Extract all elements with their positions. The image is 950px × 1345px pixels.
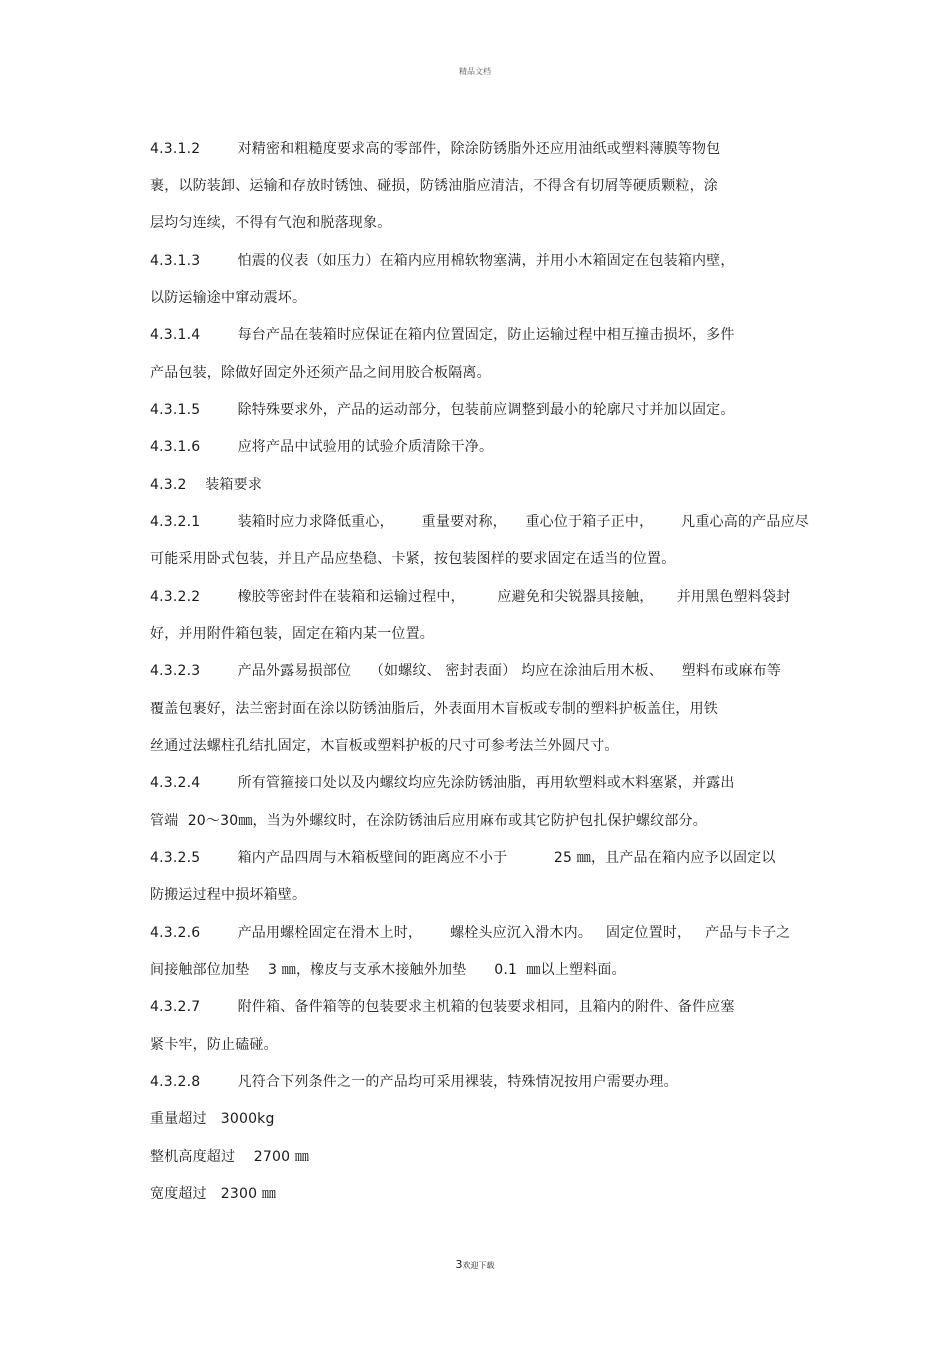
text-line: 4.3.2.5 箱内产品四周与木箱板壁间的距离应不小于 25 ㎜，且产品在箱内应予以固定以 (150, 850, 776, 866)
text-line: 覆盖包裹好，法兰密封面在涂以防锈油脂后，外表面用木盲板或专制的塑料护板盖住，用铁 (150, 701, 718, 717)
page-number: 3 (455, 1258, 463, 1271)
text-line: 紧卡牢，防止磕碰。 (150, 1037, 278, 1053)
text-line: 4.3.2.4 所有管箍接口处以及内螺纹均应先涂防锈油脂，再用软塑料或木料塞紧，并露出 (150, 775, 735, 791)
footer-text: 欢迎下载 (462, 1261, 495, 1270)
text-line: 4.3.2.3 产品外露易损部位 （如螺纹、 密封表面） 均应在涂油后用木板、 塑料布或麻布等 (150, 663, 782, 679)
text-line: 4.3.1.4 每台产品在装箱时应保证在箱内位置固定，防止运输过程中相互撞击损坏，多件 (150, 327, 735, 343)
page-header: 精品文档 (459, 67, 491, 76)
text-line: 4.3.2.1 装箱时应力求降低重心， 重量要对称， 重心位于箱子正中， 凡重心高的产品应尽 (150, 514, 809, 530)
text-line: 4.3.1.3 怕震的仪表（如压力）在箱内应用棉软物塞满，并用小木箱固定在包装箱内壁， (150, 253, 735, 269)
text-line: 丝通过法螺柱孔结扎固定，木盲板或塑料护板的尺寸可参考法兰外圆尺寸。 (150, 738, 619, 754)
page-footer (0, 1258, 950, 1271)
text-line: 可能采用卧式包装，并且产品应垫稳、卡紧，按包装图样的要求固定在适当的位置。 (150, 551, 676, 567)
text-line: 好，并用附件箱包装，固定在箱内某一位置。 (150, 626, 434, 642)
text-line: 整机高度超过 2700 ㎜ (150, 1149, 310, 1165)
text-line: 产品包装，除做好固定外还须产品之间用胶合板隔离。 (150, 365, 491, 381)
text-line: 以防运输途中窜动震坏。 (150, 290, 307, 306)
text-line: 4.3.2.8 凡符合下列条件之一的产品均可采用裸装，特殊情况按用户需要办理。 (150, 1074, 678, 1090)
text-line: 4.3.1.2 对精密和粗糙度要求高的零部件，除涂防锈脂外还应用油纸或塑料薄膜等物包 (150, 141, 721, 157)
text-line: 4.3.1.5 除特殊要求外，产品的运动部分，包装前应调整到最小的轮廓尺寸并加以固定。 (150, 402, 735, 418)
text-line: 裹，以防装卸、运输和存放时锈蚀、碰损，防锈油脂应清洁，不得含有切屑等硬质颗粒，涂 (150, 178, 718, 194)
text-line: 宽度超过 2300 ㎜ (150, 1186, 277, 1202)
text-line: 重量超过 3000kg (150, 1111, 275, 1127)
text-line: 4.3.2.7 附件箱、备件箱等的包装要求主机箱的包装要求相同，且箱内的附件、备件应塞 (150, 999, 735, 1015)
text-line: 4.3.2.6 产品用螺栓固定在滑木上时， 螺栓头应沉入滑木内。 固定位置时， 产品与卡子之 (150, 925, 791, 941)
text-line: 层均匀连续，不得有气泡和脱落现象。 (150, 215, 392, 231)
text-line: 4.3.2.2 橡胶等密封件在装箱和运输过程中， 应避免和尖锐器具接触， 并用黑色塑料袋封 (150, 589, 791, 605)
text-line: 防搬运过程中损坏箱壁。 (150, 887, 307, 903)
text-line: 管端 20～30㎜，当为外螺纹时，在涂防锈油后应用麻布或其它防护包扎保护螺纹部分。 (150, 813, 707, 829)
text-line: 4.3.1.6 应将产品中试验用的试验介质清除干净。 (150, 439, 494, 455)
text-line: 间接触部位加垫 3 ㎜，橡皮与支承木接触外加垫 0.1 ㎜以上塑料面。 (150, 962, 626, 978)
section-heading: 4.3.2 装箱要求 (150, 477, 263, 493)
